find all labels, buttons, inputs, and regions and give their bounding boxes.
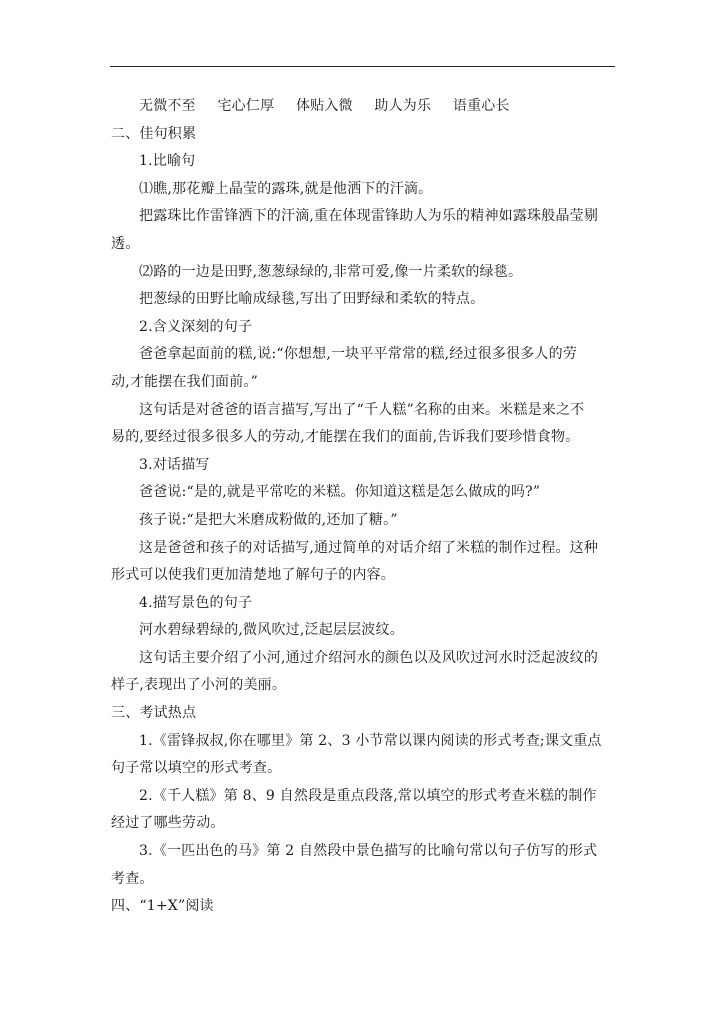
vocab-term: 语重心长 [452, 98, 510, 114]
text-line: 透。 [111, 235, 140, 252]
text-line: 孩子说:“是把大米磨成粉做的,还加了糖。” [139, 511, 398, 528]
text-line: 这句话是对爸爸的语言描写,写出了“千人糕”名称的由来。米糕是来之不 [139, 401, 585, 418]
text-line: 样子,表现出了小河的美丽。 [111, 677, 287, 694]
text-line: 这句话主要介绍了小河,通过介绍河水的颜色以及风吹过河水时泛起波纹的 [139, 649, 599, 666]
text-line: 这是爸爸和孩子的对话描写,通过简单的对话介绍了米糕的制作过程。这种 [139, 539, 599, 556]
text-line: 1.《雷锋叔叔,你在哪里》第 2、3 小节常以课内阅读的形式考查;课文重点 [139, 732, 602, 749]
text-line: 3.《一匹出色的马》第 2 自然段中景色描写的比喻句常以句子仿写的形式 [139, 843, 598, 860]
text-line: 易的,要经过很多很多人的劳动,才能摆在我们的面前,告诉我们要珍惜食物。 [111, 429, 580, 446]
vocab-term: 宅心仁厚 [217, 98, 275, 114]
text-line: 形式可以使我们更加清楚地了解句子的内容。 [111, 567, 395, 584]
header-rule [110, 66, 615, 67]
text-line: 考查。 [111, 870, 154, 887]
text-line: 把葱绿的田野比喻成绿毯,写出了田野绿和柔软的特点。 [139, 291, 485, 308]
text-line: 2.含义深刻的句子 [139, 318, 253, 335]
text-line: ⑴瞧,那花瓣上晶莹的露珠,就是他洒下的汗滴。 [139, 180, 433, 197]
text-line: 爸爸拿起面前的糕,说:“你想想,一块平平常常的糕,经过很多很多人的劳 [139, 346, 578, 363]
section-heading: 三、考试热点 [111, 705, 197, 722]
text-line: 爸爸说:“是的,就是平常吃的米糕。你知道这糕是怎么做成的吗?” [139, 484, 541, 501]
vocab-term: 体贴入微 [295, 98, 353, 114]
vocab-term: 助人为乐 [374, 98, 432, 114]
text-line: 句子常以填空的形式考查。 [111, 760, 282, 777]
document-lines [111, 121, 616, 921]
section-heading: 二、佳句积累 [111, 125, 197, 142]
text-line: 1.比喻句 [139, 153, 196, 170]
document-body [111, 93, 616, 921]
text-line: 3.对话描写 [139, 456, 210, 473]
text-line: 动,才能摆在我们面前。” [111, 373, 259, 390]
text-line: ⑵路的一边是田野,葱葱绿绿的,非常可爱,像一片柔软的绿毯。 [139, 263, 523, 280]
vocab-term: 无微不至 [139, 98, 196, 114]
text-line: 河水碧绿碧绿的,微风吹过,泛起层层波纹。 [139, 622, 404, 639]
text-line: 经过了哪些劳动。 [111, 815, 225, 832]
section-heading: 四、“1+X”阅读 [111, 898, 214, 915]
vocab-terms-line [111, 93, 616, 121]
text-line: 把露珠比作雷锋洒下的汗滴,重在体现雷锋助人为乐的精神如露珠般晶莹剔 [139, 208, 599, 225]
text-line: 2.《千人糕》第 8、9 自然段是重点段落,常以填空的形式考查米糕的制作 [139, 787, 597, 804]
text-line: 4.描写景色的句子 [139, 594, 253, 611]
